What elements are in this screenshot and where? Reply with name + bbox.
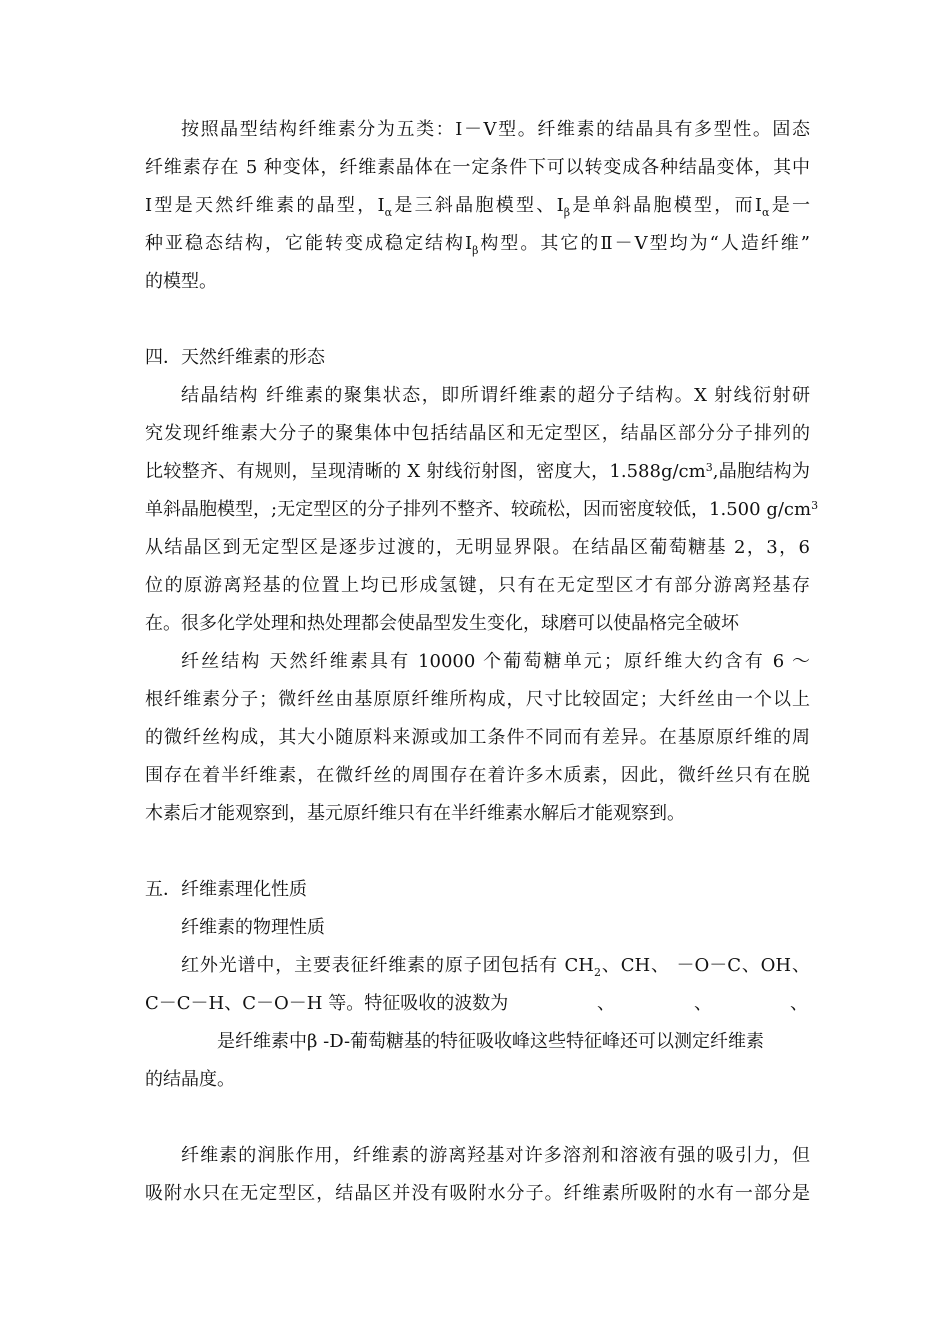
text-span: 单斜晶胞模型，;无定型区的分子排列不整齐、较疏松，因而密度较低，1.500 g/cm: [145, 499, 812, 520]
paragraph-swelling-line-2: [145, 1182, 810, 1208]
paragraph-ir-line-3: [217, 1030, 810, 1056]
paragraph-crystal-types-line-5: [145, 270, 810, 296]
crystal-form-symbol: [377, 195, 393, 219]
section-heading-morphology: [145, 346, 810, 372]
subscript-2: 2: [594, 966, 602, 979]
paragraph-crystal-types-line-2: [145, 156, 810, 182]
paragraph-fibril-structure-line-4: [145, 764, 810, 790]
crystal-form-symbol: [464, 233, 479, 257]
paragraph-crystal-structure-line-2: [145, 422, 810, 448]
paragraph-swelling-line-1: [181, 1144, 810, 1170]
crystal-form-symbol: [754, 195, 770, 219]
text-span: 种亚稳态结构，它能转变成稳定结构: [145, 233, 465, 254]
text-span: 从结晶区到无定型区是逐步过渡的，无明显界限。在结晶区葡萄糖基 2，3，6: [145, 537, 810, 558]
text-span: 纤维素的润胀作用，纤维素的游离羟基对许多溶剂和溶液有强的吸引力，但: [181, 1145, 810, 1166]
paragraph-fibril-structure-line-5: [145, 802, 810, 828]
subscript-alpha: α: [384, 206, 393, 219]
crystal-form-symbol: [556, 195, 571, 219]
text-span: 是单斜晶胞模型，而: [570, 195, 755, 216]
text-span: 围存在着半纤维素，在微纤丝的周围存在着许多木质素，因此，微纤丝只有在脱: [145, 765, 810, 786]
paragraph-crystal-structure-line-4: [145, 498, 819, 524]
subscript-beta: β: [472, 244, 479, 257]
text-span: 结晶结构 纤维素的聚集状态，即所谓纤维素的超分子结构。X 射线衍射研: [181, 385, 810, 406]
text-span: 是三斜晶胞模型、: [392, 195, 557, 216]
text-span: 按照晶型结构纤维素分为五类：Ⅰ－Ⅴ型。纤维素的结晶具有多型性。固态: [181, 119, 810, 140]
roman-i: I: [464, 233, 473, 254]
text-span: 在。很多化学处理和热处理都会使晶型发生变化，球磨可以使晶格完全破坏: [145, 613, 739, 634]
text-span: 纤维素存在 5 种变体，纤维素晶体在一定条件下可以转变成各种结晶变体，其中: [145, 157, 810, 178]
text-span: 比较整齐、有规则，呈现清晰的 X 射线衍射图，密度大，1.588g/cm: [145, 461, 706, 482]
text-span: 是纤维素中β -D-葡萄糖基的特征吸收峰这些特征峰还可以测定纤维素: [217, 1031, 765, 1052]
text-span: 究发现纤维素大分子的聚集体中包括结晶区和无定型区，结晶区部分分子排列的: [145, 423, 810, 444]
text-span: 木素后才能观察到，基元原纤维只有在半纤维素水解后才能观察到。: [145, 803, 685, 824]
paragraph-crystal-types-line-4: [145, 232, 810, 258]
superscript-3: 3: [811, 499, 819, 512]
section-heading-properties: [145, 878, 810, 904]
text-span: 的微纤丝构成，其大小随原料来源或加工条件不同而有差异。在基原原纤维的周: [145, 727, 810, 748]
roman-i: I: [377, 195, 385, 216]
superscript-3: 3: [705, 461, 713, 474]
paragraph-crystal-structure-line-6: [145, 574, 810, 600]
paragraph-ir-line-1: [181, 954, 810, 980]
text-span: 的结晶度。: [145, 1069, 235, 1090]
subheading-text: 纤维素的物理性质: [181, 917, 325, 938]
text-span: 的模型。: [145, 271, 217, 292]
paragraph-crystal-types-line-1: [181, 118, 810, 144]
text-span: 是一: [769, 195, 810, 216]
paragraph-fibril-structure-line-1: [181, 650, 810, 676]
paragraph-crystal-structure-line-5: [145, 536, 810, 562]
paragraph-crystal-structure-line-3: [145, 460, 810, 486]
paragraph-crystal-structure-line-7: [145, 612, 810, 638]
subscript-alpha: α: [762, 206, 770, 219]
text-span: ,晶胞结构为: [712, 461, 810, 482]
heading-text: 五．纤维素理化性质: [145, 879, 307, 900]
paragraph-fibril-structure-line-2: [145, 688, 810, 714]
text-span: 红外光谱中，主要表征纤维素的原子团包括有 CH: [181, 955, 595, 976]
paragraph-ir-line-4: [145, 1068, 810, 1094]
paragraph-ir-line-2: [145, 992, 810, 1018]
subscript-beta: β: [563, 206, 571, 219]
text-span: Ⅰ型是天然纤维素的晶型，: [145, 195, 378, 216]
paragraph-fibril-structure-line-3: [145, 726, 810, 752]
text-span: 位的原游离羟基的位置上均已形成氢键，只有在无定型区才有部分游离羟基存: [145, 575, 810, 596]
paragraph-crystal-types-line-3: [145, 194, 810, 220]
text-span: 构型。其它的Ⅱ－Ⅴ型均为“人造纤维”: [478, 233, 811, 254]
roman-i: I: [754, 195, 762, 216]
paragraph-crystal-structure-line-1: [181, 384, 810, 410]
text-span: 、CH、 －O－C、OH、: [601, 955, 810, 976]
separator-comma: 、: [597, 993, 615, 1014]
roman-i: I: [556, 195, 564, 216]
heading-text: 四．天然纤维素的形态: [145, 347, 325, 368]
text-span: C－C－H、C－O－H 等。特征吸收的波数为: [145, 993, 509, 1014]
text-span: 吸附水只在无定型区，结晶区并没有吸附水分子。纤维素所吸附的水有一部分是: [145, 1183, 810, 1204]
separator-comma: 、: [694, 993, 712, 1014]
subheading-physical-properties: [181, 916, 810, 942]
separator-comma: 、: [790, 993, 808, 1014]
text-span: 根纤维素分子；微纤丝由基原原纤维所构成，尺寸比较固定；大纤丝由一个以上: [145, 689, 810, 710]
text-span: 纤丝结构 天然纤维素具有 10000 个葡萄糖单元；原纤维大约含有 6 ～: [181, 651, 810, 672]
